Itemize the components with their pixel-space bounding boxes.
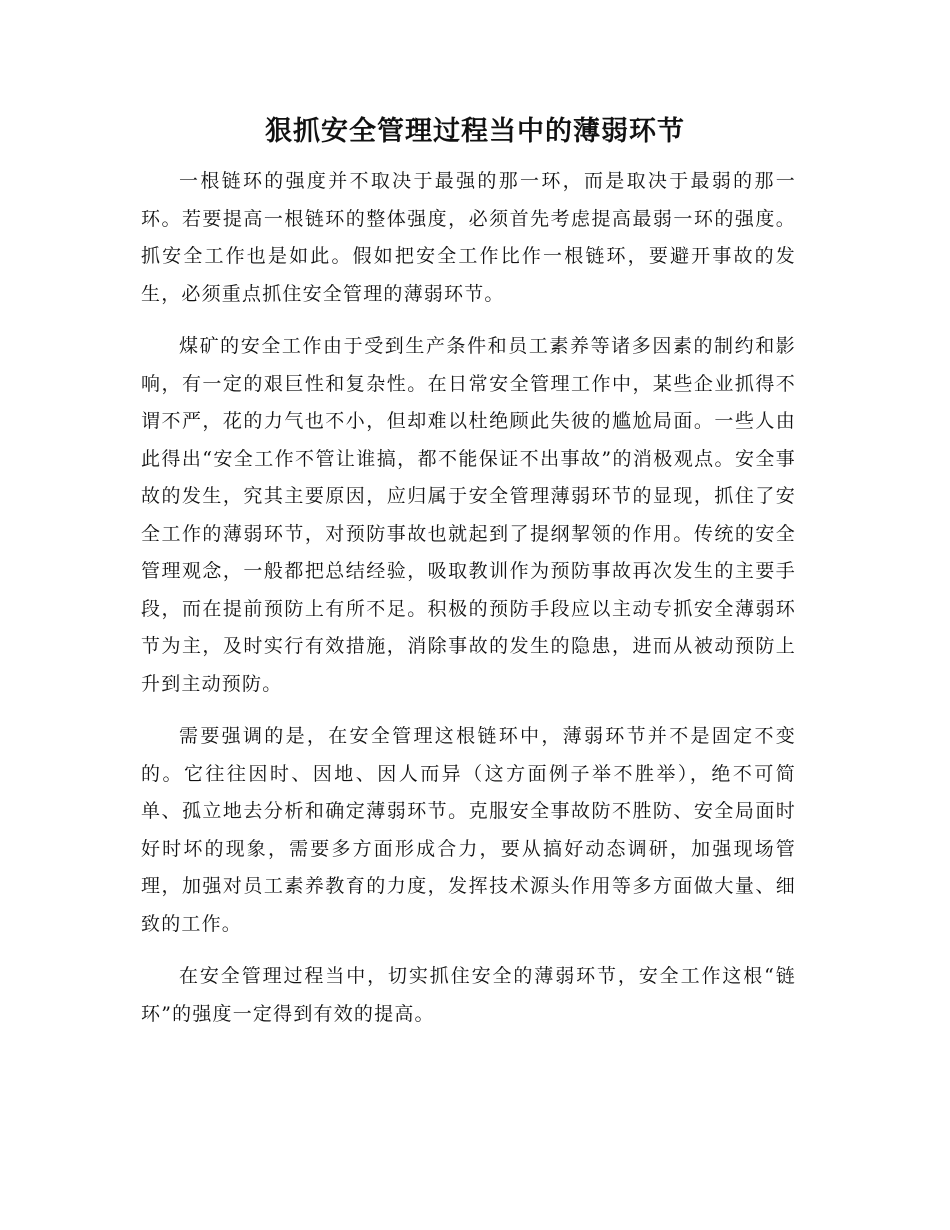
document-title: 狠抓安全管理过程当中的薄弱环节 [265, 116, 685, 147]
document-body [141, 163, 796, 1048]
paragraph-4: 在安全管理过程当中，切实抓住安全的薄弱环节，安全工作这根“链环”的强度一定得到有效的提高。 [141, 965, 796, 1025]
paragraph-3: 需要强调的是，在安全管理这根链环中，薄弱环节并不是固定不变的。它往往因时、因地、因人而异（这方面例子举不胜举），绝不可简单、孤立地去分析和确定薄弱环节。克服安全事故防不胜防、安全局面时好时坏的现象，需要多方面形成合力，要从搞好动态调研，加强现场管理，加强对员工素养教育的力度，发挥技术源头作用等多方面做大量、细致的工作。 [141, 725, 796, 935]
paragraph-2: 煤矿的安全工作由于受到生产条件和员工素养等诸多因素的制约和影响，有一定的艰巨性和复杂性。在日常安全管理工作中，某些企业抓得不谓不严，花的力气也不小，但却难以杜绝顾此失彼的尴尬局面。一些人由此得出“安全工作不管让谁搞，都不能保证不出事故”的消极观点。安全事故的发生，究其主要原因，应归属于安全管理薄弱环节的显现，抓住了安全工作的薄弱环节，对预防事故也就起到了提纲挈领的作用。传统的安全管理观念，一般都把总结经验，吸取教训作为预防事故再次发生的主要手段，而在提前预防上有所不足。积极的预防手段应以主动专抓安全薄弱环节为主，及时实行有效措施，消除事故的发生的隐患，进而从被动预防上升到主动预防。 [141, 335, 796, 695]
paragraph-1: 一根链环的强度并不取决于最强的那一环，而是取决于最弱的那一环。若要提高一根链环的整体强度，必须首先考虑提高最弱一环的强度。抓安全工作也是如此。假如把安全工作比作一根链环，要避开事故的发生，必须重点抓住安全管理的薄弱环节。 [141, 170, 796, 305]
